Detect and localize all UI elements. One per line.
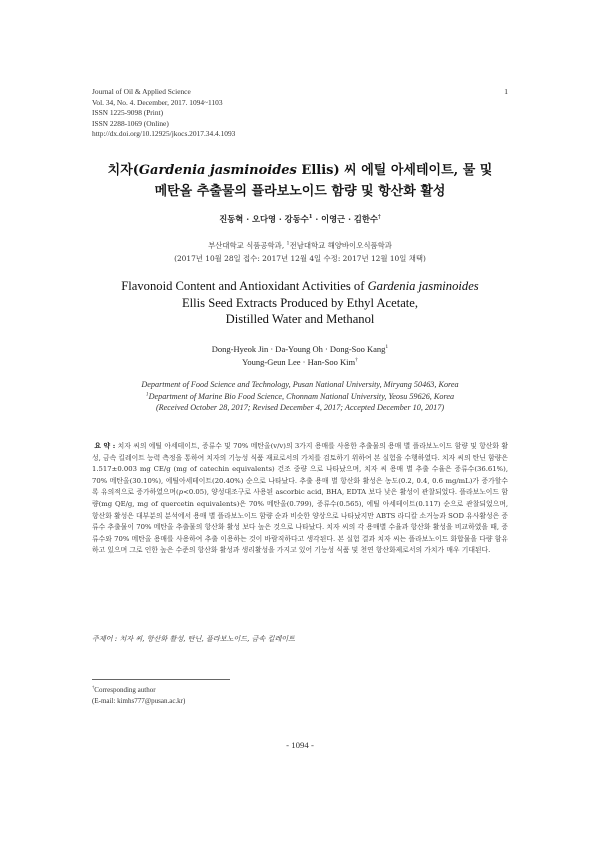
- korean-dates: (2017년 10월 28일 접수: 2017년 12월 4일 수정: 2017년 12월 10일 채택): [174, 254, 426, 263]
- doi-link[interactable]: http://dx.doi.org/10.12925/jkocs.2017.34.4.1093: [92, 129, 236, 139]
- footnote: †Corresponding author (E-mail: kimhs777@pusan.ac.kr): [92, 684, 186, 705]
- footnote-divider: [92, 679, 230, 680]
- english-title: Flavonoid Content and Antioxidant Activities of Gardenia jasminoides Ellis Seed Extracts Produced by Ethyl Acetate, Distilled Water and Methanol: [121, 279, 479, 327]
- korean-authors: 진동혁 · 오다영 · 강동수$^1$ · 이영근 · 김한수†: [219, 214, 381, 224]
- english-dates: (Received October 28, 2017; Revised December 4, 2017; Accepted December 10, 2017): [155, 403, 445, 413]
- species-name-en: Gardenia jasminoides: [367, 279, 479, 293]
- issn-online: ISSN 2288-1069 (Online): [92, 118, 169, 128]
- corner-page-number: 1: [504, 87, 508, 96]
- english-authors: Dong-Hyeok Jin · Da-Young Oh · Dong-Soo Kang$^1$ Young-Geun Lee · Han-Soo Kim†: [211, 344, 389, 367]
- corresponding-dagger: †: [377, 214, 381, 221]
- corresponding-email: (E-mail: kimhs777@pusan.ac.kr): [92, 697, 186, 705]
- keywords: 주제어 : 치자 씨, 항산화 활성, 탄닌, 플라보노이드, 금속 킬레이트: [92, 634, 296, 643]
- abstract-label: 요 약 :: [94, 442, 116, 450]
- journal-name: Journal of Oil & Applied Science: [92, 87, 191, 96]
- korean-title: [0, 160, 600, 202]
- journal-header: [92, 87, 235, 140]
- species-name: Gardenia jasminoides: [138, 163, 297, 178]
- korean-affiliation: 부산대학교 식품공학과, $^1$전남대학교 해양바이오식품학과 (2017년 10월 28일 접수: 2017년 12월 4일 수정: 2017년 12월 10일 채택): [0, 239, 600, 265]
- issn-print: ISSN 1225-9098 (Print): [92, 108, 164, 118]
- volume-info: Vol. 34, No. 4. December, 2017. 1094~1103: [92, 97, 223, 107]
- korean-title-line2: 메탄올 추출물의 플라보노이드 함량 및 항산화 활성: [154, 184, 446, 199]
- page-number: - 1094 -: [286, 740, 314, 750]
- korean-title-line1: 치자(Gardenia jasminoides Ellis) 씨 에틸 아세테이트, 물 및: [107, 163, 493, 178]
- english-affiliation: Department of Food Science and Technology, Pusan National University, Miryang 50463, Korea $^1$Department of Marine Bio Food Science, Chonnam National University, Yeosu 59626, Korea (Received October 28, 2017; Revised December 4, 2017; Accepted December 10, 2017): [0, 379, 600, 414]
- abstract: 요 약 : 치자 씨의 에틸 아세테이트, 증류수 및 70% 메탄올(v/v)의 3가지 용매를 사용한 추출물의 용매 별 플라보노이드 함량 및 항산화 활성, 금속 킬레이트 능력 측정을 통하여 치자의 기능성 식품 재료로서의 가치를 검토하기 위하여 본 실험을 수행하였다. 치자 씨의 탄닌 함량은 1.517±0.003 mg CE/g (mg of catechin equivalents) 건조 중량 으로 나타났으며, 치자 씨 용매 별 추출 수율은 증류수(36.61%), 70% 메탄올(30.10%), 에틸아세테이트(20.40%) 순으로 나타났다. 추출 용매 별 항산화 활성은 농도(0.2, 0.4, 0.6 mg/mL)가 증가할수록 유의적으로 증가하였으며(p<0.05), 양성대조구로 사용된 ascorbic acid, BHA, EDTA 보다 낮은 활성이 관찰되었다. 플라보노이드 함량(mg QE/g, mg of quercetin equivalents)은 70% 메탄올(0.799), 증류수(0.565), 에틸 아세테이트(0.117) 순으로 관찰되었으며, 항산화 활성은 대부분의 분석에서 용매 별 플라보노이드 함량 순과 비슷한 양상으로 나타났지만 ABTS 라디칼 소거능과 SOD 유사활성은 증류수 추출물이 70% 메탄올 추출물의 항산화 활성 보다 높은 것으로 나타났다. 치자 씨의 각 용매별 수율과 항산화 활성을 비교하였을 때, 증류수와 70% 메탄올 용매를 사용하여 추출 이용하는 것이 바람직하다고 생각된다. 본 실험 결과 치자 씨는 플라보노이드 화합물을 다량 함유하고 있으며 그로 인한 높은 수준의 항산화 활성과 생리활성을 가지고 있어 기능성 식품 및 천연 항산화제로서의 가치가 매우 기대된다.: [92, 442, 509, 555]
